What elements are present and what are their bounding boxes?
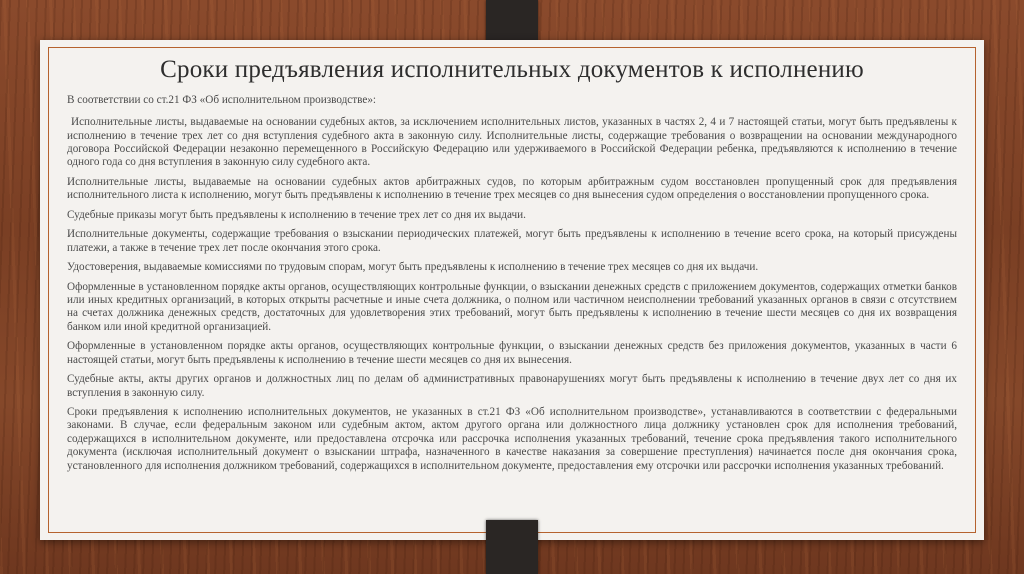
paragraph-1: Исполнительные листы, выдаваемые на основании судебных актов, за исключением исполнительных листов, указанных в частях 2, 4 и 7 настоящей статьи, могут быть предъявлены к исполнению в течение трех лет со дня вступления судебного акта в законную силу. Исполнительные листы, содержащие требования о возвращении на основании международного договора Российской Федерации незаконно перемещенного в Российскую Федерацию или удерживаемого в Российской Федерации ребенка, предъявляются к исполнению в течение одного года со дня вступления в законную силу судебного акта.: [67, 116, 957, 169]
paragraph-2: Исполнительные листы, выдаваемые на основании судебных актов арбитражных судов, по которым арбитражным судом восстановлен пропущенный срок для предъявления исполнительного листа к исполнению, могут быть предъявлены к исполнению в течение трех месяцев со дня вынесения судом определения о восстановлении пропущенного срока.: [67, 175, 957, 202]
slide-frame: [48, 47, 976, 533]
slide-title: Сроки предъявления исполнительных документов к исполнению: [160, 56, 864, 83]
hanging-strap-bottom: [486, 520, 538, 574]
intro-text: В соответствии со ст.21 ФЗ «Об исполнительном производстве»:: [67, 93, 377, 106]
slide-card: [40, 40, 984, 540]
paragraph-8: Судебные акты, акты других органов и должностных лиц по делам об административных правонарушениях могут быть предъявлены к исполнению в течение двух лет со дня их вступления в законную силу.: [67, 373, 957, 399]
paragraph-3: Судебные приказы могут быть предъявлены к исполнению в течение трех лет со дня их выдачи.: [67, 208, 526, 221]
paragraph-4: Исполнительные документы, содержащие требования о взыскании периодических платежей, могут быть предъявлены к исполнению в течение всего срока, на который присуждены платежи, а также в течение трех лет после окончания этого срока.: [67, 228, 957, 254]
paragraph-7: Оформленные в установленном порядке акты органов, осуществляющих контрольные функции, о взыскании денежных средств без приложения документов, указанных в части 6 настоящей статьи, могут быть предъявлены к исполнению в течение шести месяцев со дня их вынесения.: [67, 340, 957, 366]
paragraph-5: Удостоверения, выдаваемые комиссиями по трудовым спорам, могут быть предъявлены к исполнению в течение трех месяцев со дня их выдачи.: [67, 261, 759, 274]
paragraph-6: Оформленные в установленном порядке акты органов, осуществляющих контрольные функции, о взыскании денежных средств с приложением документов, содержащих отметки банков или иных кредитных организаций, в которых открыты расчетные и иные счета должника, о полном или частичном неисполнении требований указанных органов в связи с отсутствием на счетах должника денежных средств, достаточных для удовлетворения этих требований, могут быть предъявлены к исполнению в течение шести месяцев со дня их возвращения банком или иной кредитной организацией.: [67, 280, 957, 333]
paragraph-9: Сроки предъявления к исполнению исполнительных документов, не указанных в ст.21 ФЗ «Об исполнительном производстве», устанавливаются в соответствии с федеральными законами. В случае, если федеральным законом или судебным актом, актом другого органа или должностного лица должнику установлен срок для исполнения требований, содержащихся в исполнительном документе, или предоставлена отсрочка или рассрочка исполнения указанных требований, течение срока предъявления такого исполнительного документа (исключая исполнительный документ о взыскании штрафа, назначенного в качестве наказания за совершение преступления) начинается после дня окончания срока, установленного для исполнения должником требований, содержащихся в исполнительном документе, предоставления ему отсрочки или рассрочки исполнения указанных требований.: [67, 406, 957, 472]
